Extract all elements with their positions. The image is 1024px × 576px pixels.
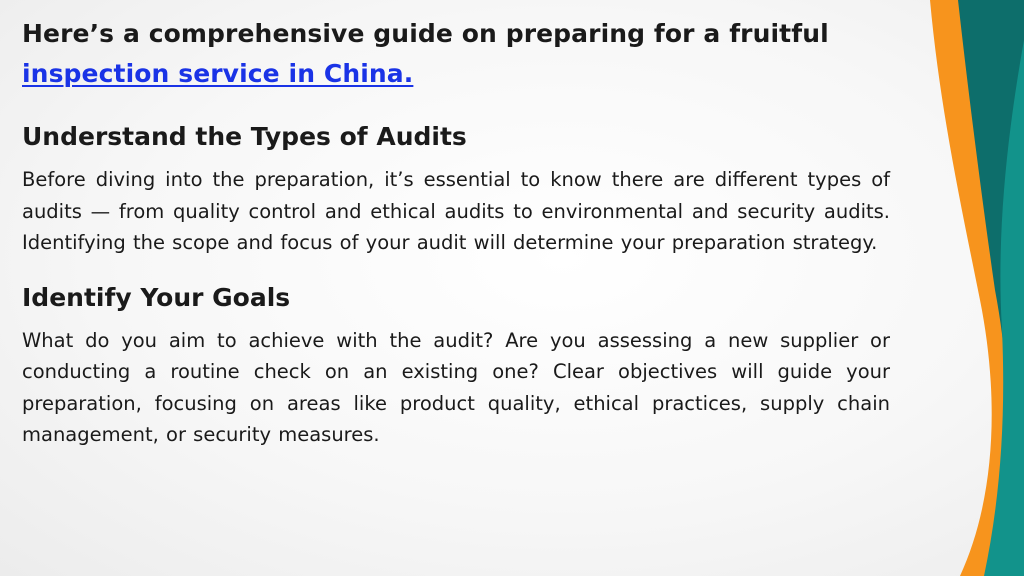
slide-content: [22, 14, 890, 451]
heading-identify-goals: Identify Your Goals: [22, 282, 291, 312]
inspection-service-link[interactable]: inspection service in China.: [22, 59, 414, 88]
intro-text: Here’s a comprehensive guide on preparing for a fruitful: [22, 19, 829, 48]
heading-types-of-audits: Understand the Types of Audits: [22, 122, 467, 151]
intro-paragraph: [22, 14, 890, 94]
body-types-of-audits: Before diving into the preparation, it’s essential to know there are different types of audits — from quality control and ethical audits to environmental and security audits. Identifying the scope and focus of your audit will determine your preparation strategy.: [22, 168, 890, 254]
body-identify-goals: What do you aim to achieve with the audit? Are you assessing a new supplier or conducting a routine check on an existing one? Clear objectives will guide your preparation, focusing on areas like product quality, ethical practices, supply chain management, or security measures.: [22, 328, 890, 446]
decorative-wave-shapes: [900, 0, 1024, 576]
